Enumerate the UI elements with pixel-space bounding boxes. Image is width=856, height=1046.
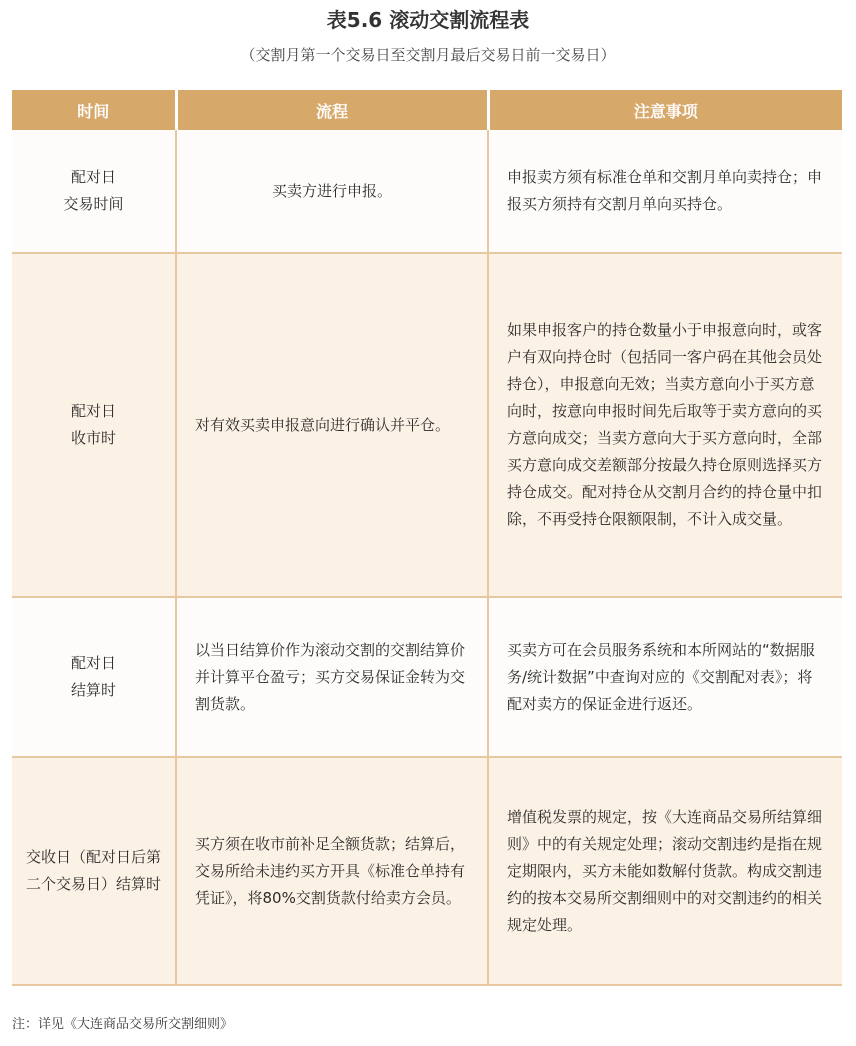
footnote: 注：详见《大连商品交易所交割细则》	[12, 1017, 234, 1032]
time-cell: 配对日 收市时	[12, 253, 176, 597]
process-cell: 买方须在收市前补足全额货款；结算后，交易所给未违约买方开具《标准仓单持有凭证》，将80%交割货款付给卖方会员。	[176, 757, 488, 985]
rolling-delivery-table	[12, 90, 842, 986]
header-process: 流程	[176, 90, 488, 130]
table-title: 表5.6 滚动交割流程表	[326, 8, 530, 32]
table-subtitle: （交割月第一个交易日至交割月最后交易日前一交易日）	[240, 46, 616, 64]
table-header-row	[12, 90, 842, 130]
header-notes: 注意事项	[488, 90, 842, 130]
header-time: 时间	[12, 90, 176, 130]
table-row	[12, 253, 842, 597]
notes-cell: 增值税发票的规定，按《大连商品交易所结算细则》中的有关规定处理；滚动交割违约是指在规定期限内，买方未能如数解付货款。构成交割违约的按本交易所交割细则中的对交割违约的相关规定处理。	[488, 757, 842, 985]
time-cell: 配对日 交易时间	[12, 130, 176, 253]
table-row	[12, 130, 842, 253]
process-cell: 对有效买卖申报意向进行确认并平仓。	[176, 253, 488, 597]
table-row	[12, 597, 842, 757]
process-cell: 买卖方进行申报。	[176, 130, 488, 253]
time-cell: 交收日（配对日后第二个交易日）结算时	[12, 757, 176, 985]
notes-cell: 买卖方可在会员服务系统和本所网站的“数据服务/统计数据”中查询对应的《交割配对表》；将配对卖方的保证金进行返还。	[488, 597, 842, 757]
notes-cell: 如果申报客户的持仓数量小于申报意向时，或客户有双向持仓时（包括同一客户码在其他会员处持仓），申报意向无效；当卖方意向小于买方意向时，按意向申报时间先后取等于卖方意向的买方意向成交；当卖方意向大于买方意向时，全部买方意向成交差额部分按最久持仓原则选择买方持仓成交。配对持仓从交割月合约的持仓量中扣除，不再受持仓限额限制，不计入成交量。	[488, 253, 842, 597]
notes-cell: 申报卖方须有标准仓单和交割月单向卖持仓；申报买方须持有交割月单向买持仓。	[488, 130, 842, 253]
time-cell: 配对日 结算时	[12, 597, 176, 757]
process-cell: 以当日结算价作为滚动交割的交割结算价并计算平仓盈亏；买方交易保证金转为交割货款。	[176, 597, 488, 757]
table-row	[12, 757, 842, 985]
